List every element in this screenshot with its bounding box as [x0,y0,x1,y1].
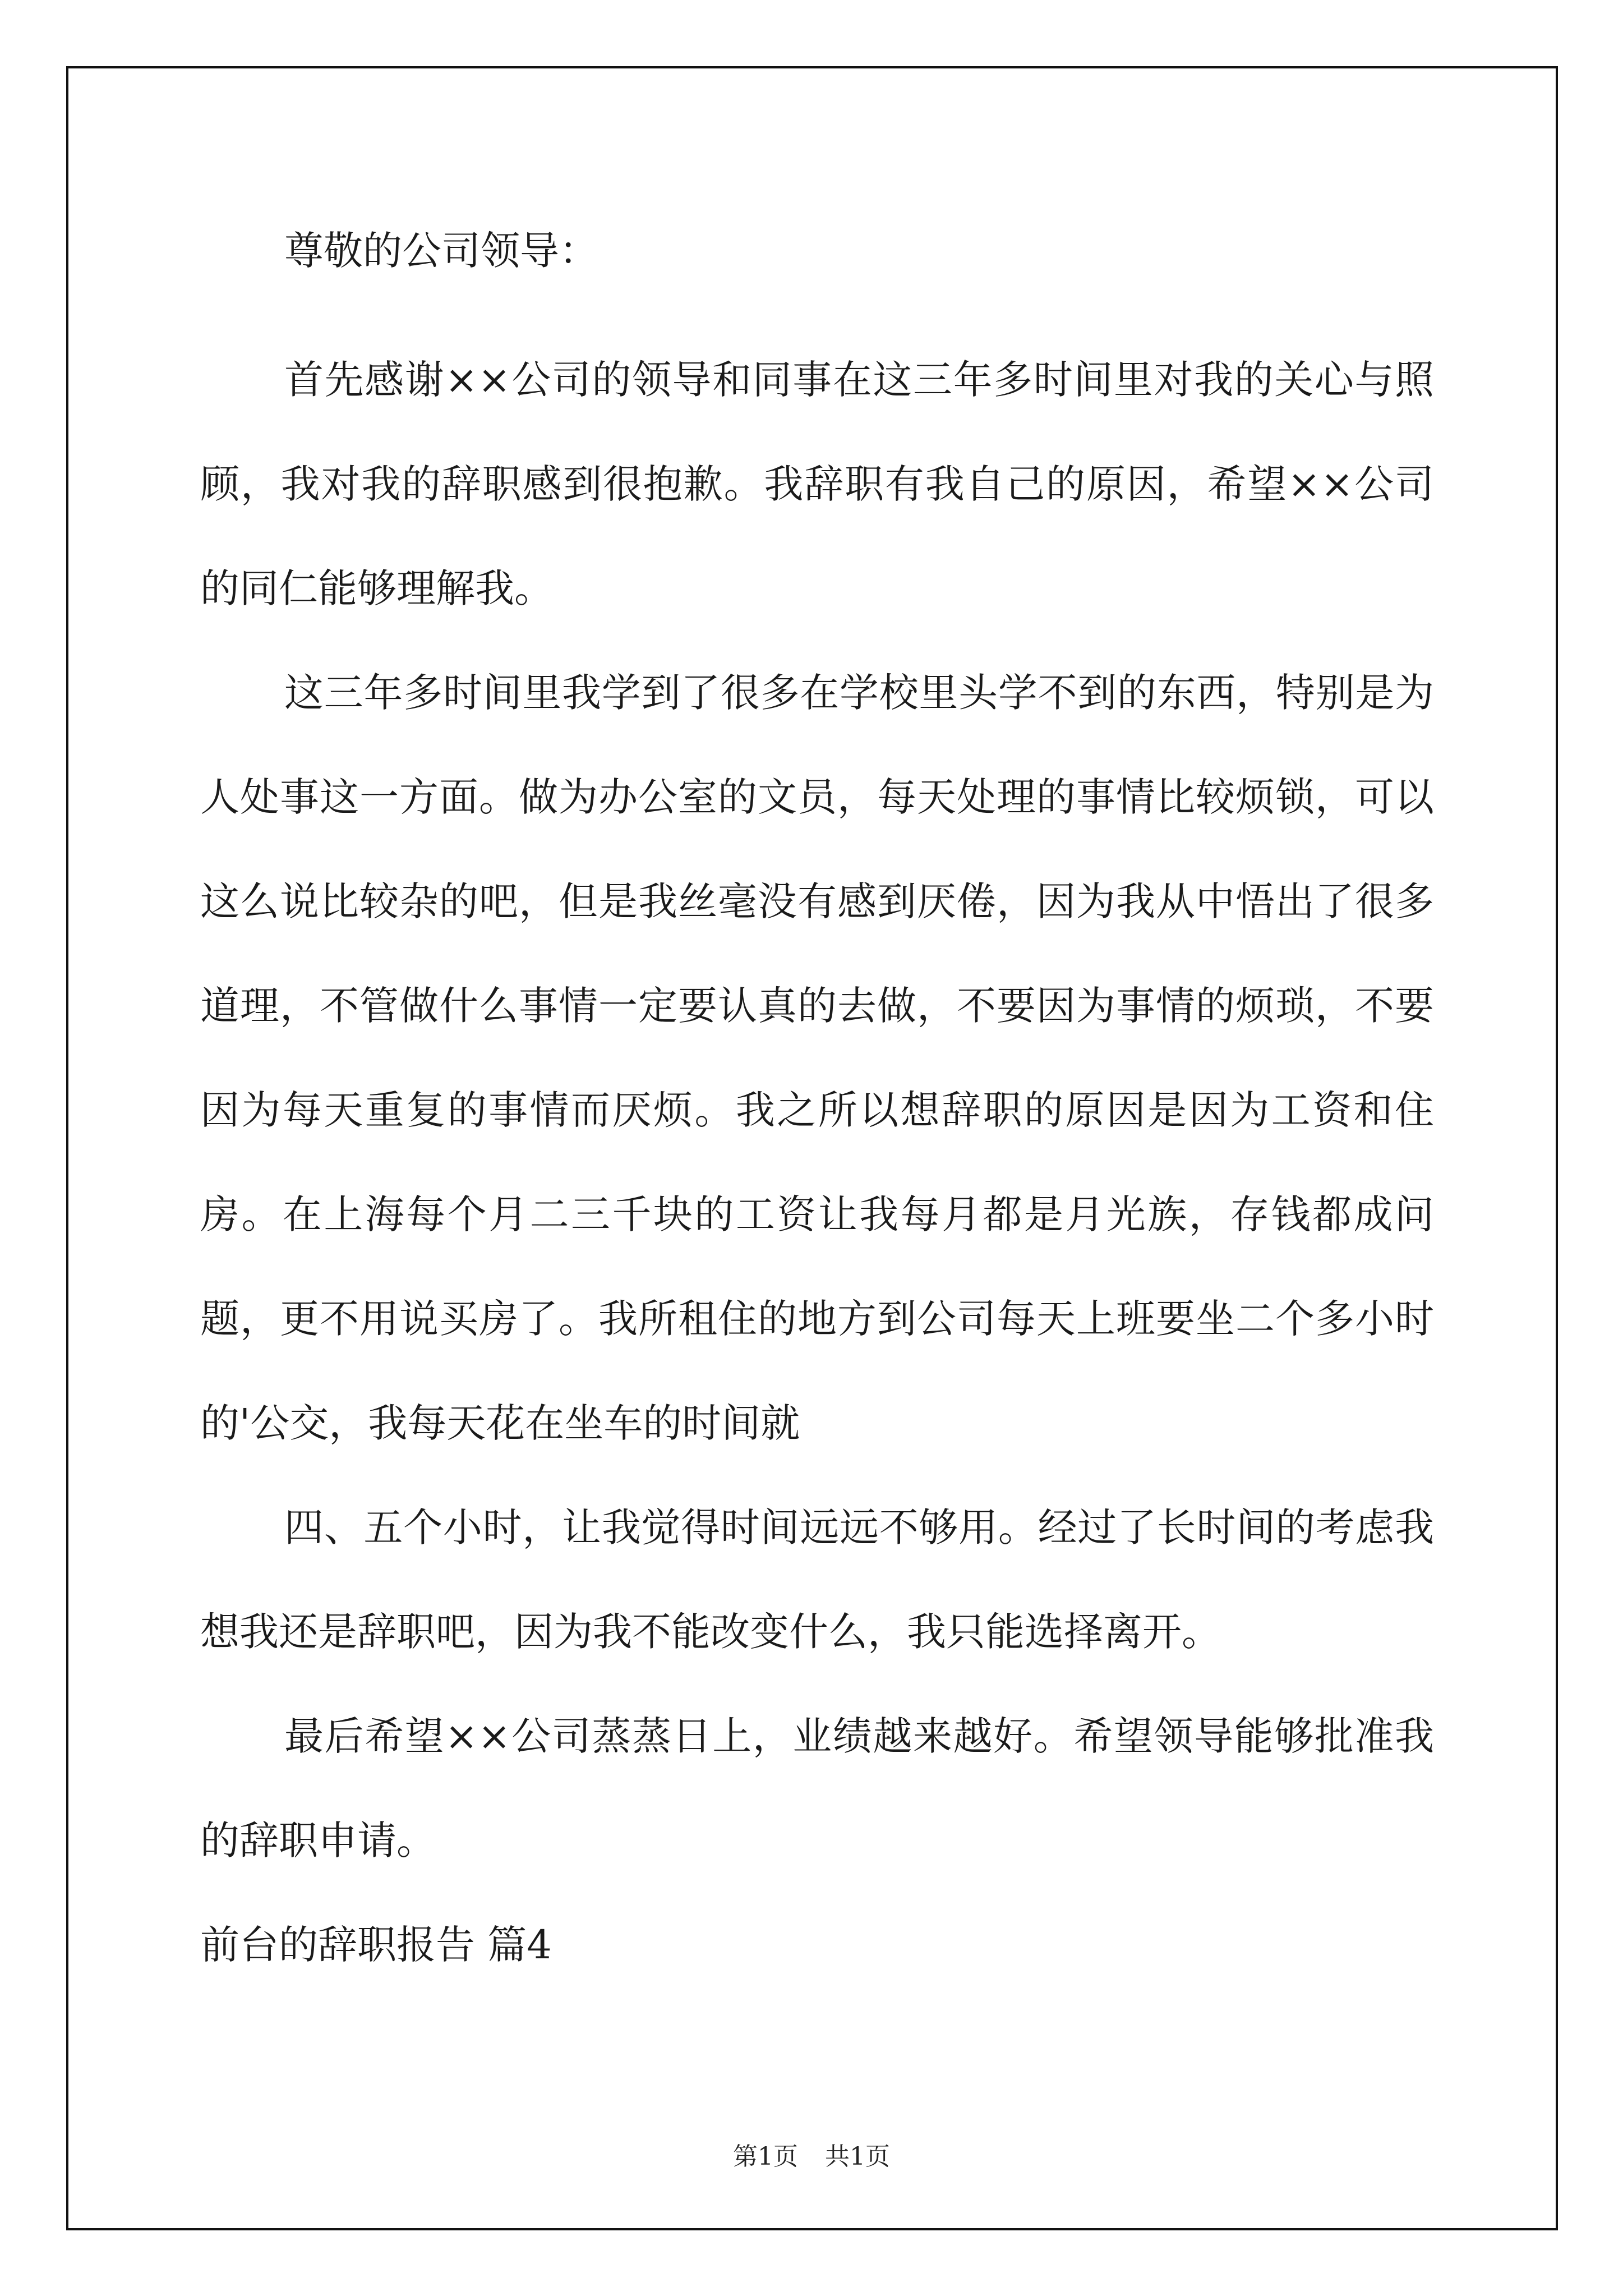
page-footer [0,2136,1623,2172]
paragraph-3: 四、五个小时，让我觉得时间远远不够用。经过了长时间的考虑我想我还是辞职吧，因为我不能改变什么，我只能选择离开。 [200,1504,1434,1655]
section-heading: 前台的辞职报告 篇4 [200,1922,552,1968]
page-total: 共1页 [825,2142,890,2171]
document-body [200,220,1434,1997]
page-number: 第1页 [733,2142,798,2171]
salutation: 尊敬的公司领导： [284,228,598,274]
paragraph-4: 最后希望××公司蒸蒸日上，业绩越来越好。希望领导能够批准我的辞职申请。 [200,1713,1434,1864]
paragraph-2: 这三年多时间里我学到了很多在学校里头学不到的东西，特别是为人处事这一方面。做为办公室的文员，每天处理的事情比较烦锁，可以这么说比较杂的吧，但是我丝毫没有感到厌倦，因为我从中悟出了很多道理，不管做什么事情一定要认真的去做，不要因为事情的烦琐，不要因为每天重复的事情而厌烦。我之所以想辞职的原因是因为工资和住房。在上海每个月二三千块的工资让我每月都是月光族，存钱都成问题，更不用说买房了。我所租住的地方到公司每天上班要坐二个多小时的'公交，我每天花在坐车的时间就 [200,670,1434,1446]
paragraph-1: 首先感谢××公司的领导和同事在这三年多时间里对我的关心与照顾，我对我的辞职感到很抱歉。我辞职有我自己的原因，希望××公司的同仁能够理解我。 [200,357,1434,611]
